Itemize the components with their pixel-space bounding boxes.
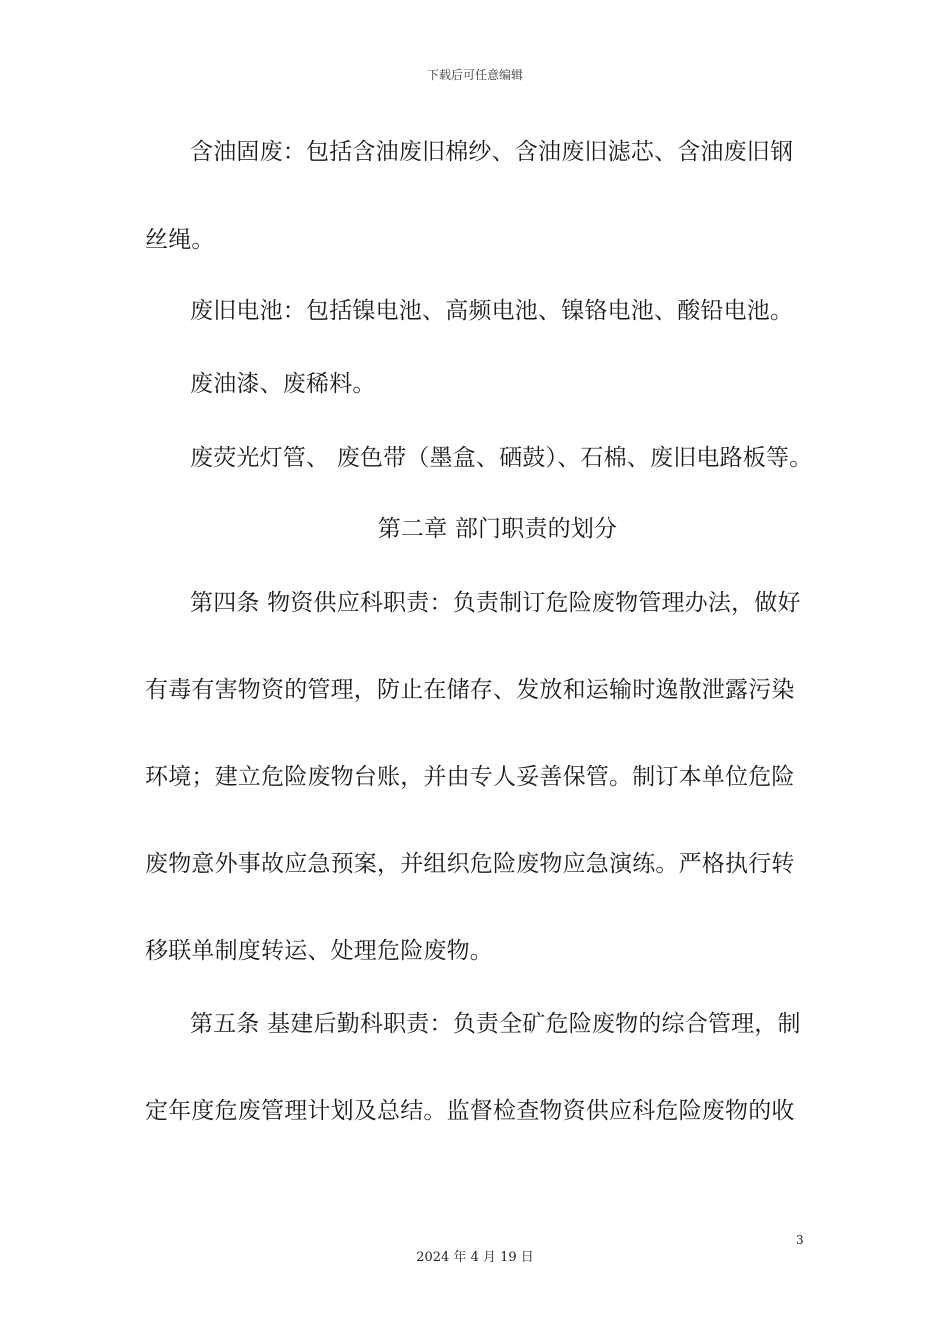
paragraph-line: 环境；建立危险废物台账，并由专人妥善保管。制订本单位危险 xyxy=(145,764,795,790)
paragraph-line: 废荧光灯管、 废色带（墨盒、硒鼓）、石棉、废旧电路板等。 xyxy=(190,445,813,471)
paragraph-line: 废油漆、废稀料。 xyxy=(190,371,376,397)
paragraph-line: 废旧电池：包括镍电池、高频电池、镍铬电池、酸铅电池。 xyxy=(190,298,794,324)
paragraph-line: 第四条 物资供应科职责：负责制订危险废物管理办法，做好 xyxy=(190,590,801,616)
footer-date: 2024 年 4 月 19 日 xyxy=(416,1250,534,1265)
chapter-heading: 第二章 部门职责的划分 xyxy=(377,516,618,542)
page-number: 3 xyxy=(796,1233,804,1247)
paragraph-line: 第五条 基建后勤科职责：负责全矿危险废物的综合管理，制 xyxy=(190,1011,801,1037)
paragraph-line: 丝绳。 xyxy=(145,227,215,253)
paragraph-line: 定年度危废管理计划及总结。监督检查物资供应科危险废物的收 xyxy=(145,1098,795,1124)
paragraph-line: 移联单制度转运、处理危险废物。 xyxy=(145,938,493,964)
paragraph-line: 含油固废：包括含油废旧棉纱、含油废旧滤芯、含油废旧钢 xyxy=(190,139,794,165)
header-note: 下载后可任意编辑 xyxy=(426,68,523,82)
paragraph-line: 废物意外事故应急预案，并组织危险废物应急演练。严格执行转 xyxy=(145,851,795,877)
paragraph-line: 有毒有害物资的管理，防止在储存、发放和运输时逸散泄露污染 xyxy=(145,677,795,703)
